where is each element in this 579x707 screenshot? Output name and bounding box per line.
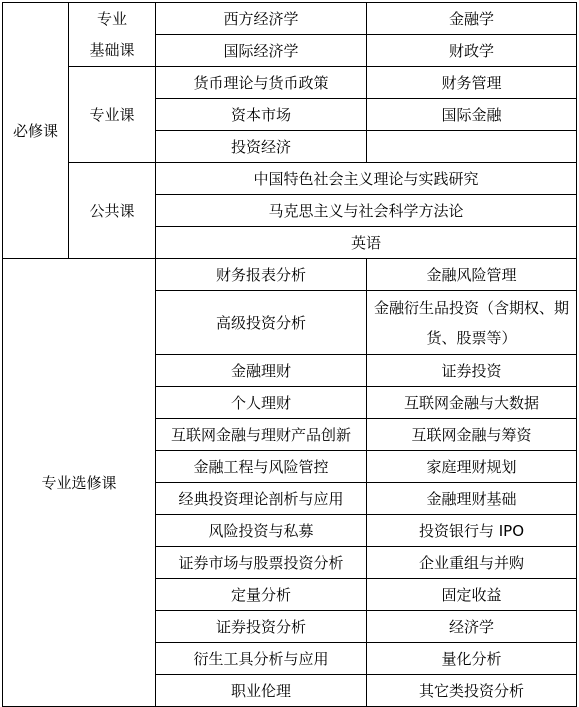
required-category-label: 必修课 [3, 3, 69, 259]
course-cell: 证券投资分析 [156, 611, 367, 643]
course-cell: 西方经济学 [156, 3, 367, 35]
course-cell: 金融理财 [156, 355, 367, 387]
course-cell: 资本市场 [156, 99, 367, 131]
course-cell: 互联网金融与理财产品创新 [156, 419, 367, 451]
course-cell: 货币理论与货币政策 [156, 67, 367, 99]
course-cell: 金融风险管理 [367, 259, 577, 291]
course-cell: 投资经济 [156, 131, 367, 163]
curriculum-table [2, 2, 577, 707]
public-course-label: 公共课 [69, 163, 156, 259]
course-cell: 财务管理 [367, 67, 577, 99]
course-cell-empty [367, 131, 577, 163]
elective-category-label: 专业选修课 [3, 259, 156, 707]
foundation-label-line2: 基础课 [69, 35, 156, 67]
course-cell: 互联网金融与大数据 [367, 387, 577, 419]
course-cell-wide: 英语 [156, 227, 577, 259]
course-cell: 金融工程与风险管控 [156, 451, 367, 483]
course-cell-wide: 中国特色社会主义理论与实践研究 [156, 163, 577, 195]
course-cell: 高级投资分析 [156, 291, 367, 355]
course-cell: 风险投资与私募 [156, 515, 367, 547]
course-cell: 经济学 [367, 611, 577, 643]
foundation-label-line1: 专业 [69, 3, 156, 35]
course-cell: 企业重组与并购 [367, 547, 577, 579]
course-cell: 互联网金融与筹资 [367, 419, 577, 451]
course-cell: 家庭理财规划 [367, 451, 577, 483]
course-cell: 金融理财基础 [367, 483, 577, 515]
course-cell: 财政学 [367, 35, 577, 67]
course-cell: 个人理财 [156, 387, 367, 419]
course-cell: 金融衍生品投资（含期权、期货、股票等） [367, 291, 577, 355]
course-cell: 定量分析 [156, 579, 367, 611]
course-cell: 国际金融 [367, 99, 577, 131]
course-cell: 衍生工具分析与应用 [156, 643, 367, 675]
major-course-label: 专业课 [69, 67, 156, 163]
course-cell: 证券市场与股票投资分析 [156, 547, 367, 579]
course-cell: 量化分析 [367, 643, 577, 675]
course-cell: 投资银行与 IPO [367, 515, 577, 547]
course-cell: 其它类投资分析 [367, 675, 577, 707]
course-cell: 证券投资 [367, 355, 577, 387]
course-cell: 固定收益 [367, 579, 577, 611]
course-cell: 经典投资理论剖析与应用 [156, 483, 367, 515]
course-cell: 职业伦理 [156, 675, 367, 707]
course-cell: 金融学 [367, 3, 577, 35]
course-cell: 财务报表分析 [156, 259, 367, 291]
course-cell-wide: 马克思主义与社会科学方法论 [156, 195, 577, 227]
course-cell: 国际经济学 [156, 35, 367, 67]
